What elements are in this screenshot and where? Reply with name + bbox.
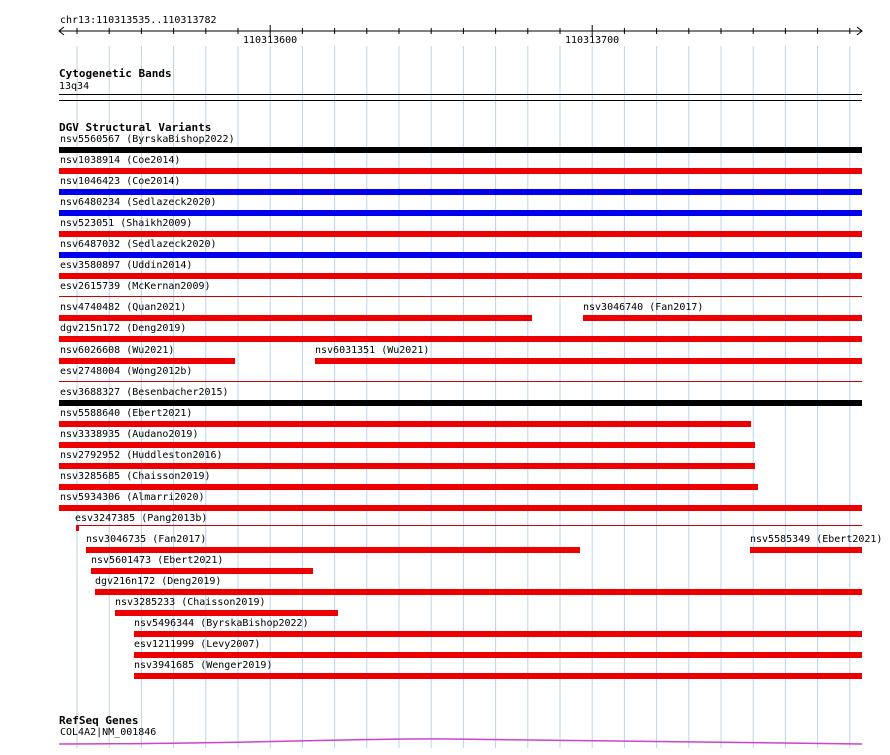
variant-bar[interactable] <box>59 484 758 490</box>
variant-bar[interactable] <box>134 652 862 658</box>
dgv-track-title[interactable]: DGV Structural Variants <box>59 121 212 134</box>
variant-label[interactable]: nsv6026608 (Wu2021) <box>60 344 175 356</box>
variant-bar[interactable] <box>91 568 313 574</box>
variant-label[interactable]: nsv1046423 (Coe2014) <box>60 176 181 188</box>
variant-label[interactable]: nsv3941685 (Wenger2019) <box>134 660 273 672</box>
variant-label[interactable]: esv1211999 (Levy2007) <box>134 639 261 651</box>
variant-label[interactable]: nsv5585349 (Ebert2021) <box>750 533 883 545</box>
variant-label[interactable]: nsv5601473 (Ebert2021) <box>91 555 224 566</box>
variant-bar[interactable] <box>59 358 235 364</box>
variant-label[interactable]: nsv6031351 (Wu2021) <box>315 344 430 356</box>
refseq-gene-glyph[interactable] <box>0 735 890 755</box>
variant-bar[interactable] <box>59 442 755 448</box>
variant-label[interactable]: esv3688327 (Besenbacher2015) <box>60 386 229 398</box>
variant-label[interactable]: esv2748004 (Wong2012b) <box>60 365 193 377</box>
variant-bar[interactable] <box>315 358 862 364</box>
cytoband-line <box>59 94 862 95</box>
variant-label[interactable]: dgv215n172 (Deng2019) <box>60 323 187 335</box>
refseq-gene-label[interactable]: COL4A2|NM_001846 <box>60 727 157 738</box>
refseq-track-title[interactable]: RefSeq Genes <box>59 714 139 727</box>
variant-bar[interactable] <box>59 421 751 427</box>
variant-label[interactable]: nsv3046740 (Fan2017) <box>583 302 704 314</box>
variant-bar[interactable] <box>134 631 862 637</box>
variant-bar[interactable] <box>134 673 862 679</box>
variant-label[interactable]: nsv3046735 (Fan2017) <box>86 533 207 545</box>
variant-bar[interactable] <box>59 210 862 216</box>
variant-label[interactable]: nsv2792952 (Huddleston2016) <box>60 449 223 461</box>
variant-bar[interactable] <box>59 168 862 174</box>
cytoband-label: 13q34 <box>59 81 90 92</box>
variant-bar[interactable] <box>750 547 862 553</box>
variant-bar[interactable] <box>59 505 862 511</box>
variant-label[interactable]: esv3580897 (Uddin2014) <box>60 260 193 272</box>
variant-label[interactable]: esv3247385 (Pang2013b) <box>75 512 208 524</box>
variant-label[interactable]: nsv5588640 (Ebert2021) <box>60 407 193 419</box>
variant-bar[interactable] <box>76 525 79 531</box>
variant-bar[interactable] <box>59 252 862 258</box>
variant-bar[interactable] <box>95 589 862 595</box>
variant-bar[interactable] <box>86 547 580 553</box>
variant-bar[interactable] <box>59 296 862 297</box>
variant-label[interactable]: nsv3338935 (Audano2019) <box>60 428 199 440</box>
variant-bar[interactable] <box>59 336 862 342</box>
variant-bar[interactable] <box>59 400 862 406</box>
variant-label[interactable]: nsv6487032 (Sedlazeck2020) <box>60 239 217 251</box>
variant-bar[interactable] <box>59 189 862 195</box>
variant-label[interactable]: nsv6480234 (Sedlazeck2020) <box>60 197 217 209</box>
variant-label[interactable]: esv2615739 (McKernan2009) <box>60 281 211 293</box>
ruler-tick-label: 110313600 <box>243 35 298 46</box>
variant-label[interactable]: nsv5496344 (ByrskaBishop2022) <box>134 618 309 630</box>
variant-bar[interactable] <box>59 147 862 153</box>
location-readout: chr13:110313535..110313782 <box>60 15 217 26</box>
variant-bar[interactable] <box>59 463 755 469</box>
variant-bar[interactable] <box>59 273 862 279</box>
variant-bar[interactable] <box>583 315 862 321</box>
variant-label[interactable]: nsv5934306 (Almarri2020) <box>60 491 205 503</box>
variant-bar[interactable] <box>59 315 532 321</box>
variant-label[interactable]: nsv523051 (Shaikh2009) <box>60 218 193 230</box>
variant-label[interactable]: nsv4740482 (Quan2021) <box>60 302 187 314</box>
cytoband-track-title[interactable]: Cytogenetic Bands <box>59 67 172 80</box>
variant-label[interactable]: nsv5560567 (ByrskaBishop2022) <box>60 134 235 145</box>
ruler-tick-label: 110313700 <box>565 35 620 46</box>
variant-bar[interactable] <box>115 610 338 616</box>
variant-bar[interactable] <box>59 381 862 382</box>
variant-label[interactable]: nsv1038914 (Coe2014) <box>60 155 181 167</box>
variant-bar[interactable] <box>59 231 862 237</box>
track-divider <box>59 100 862 101</box>
variant-label[interactable]: nsv3285233 (Chaisson2019) <box>115 597 266 609</box>
variant-extent-line <box>79 525 862 526</box>
variant-label[interactable]: dgv216n172 (Deng2019) <box>95 576 222 588</box>
variant-label[interactable]: nsv3285685 (Chaisson2019) <box>60 470 211 482</box>
